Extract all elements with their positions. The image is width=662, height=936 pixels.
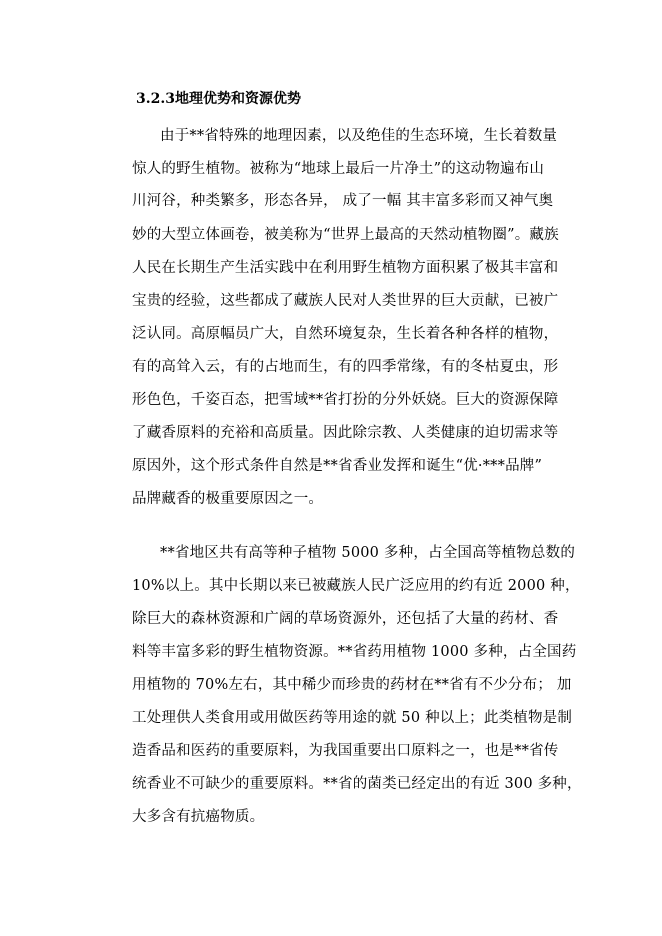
paragraph-1-line: 惊人的野生植物。被称为“地球上最后一片净土”的这动物遍布山 bbox=[132, 161, 545, 177]
paragraph-2-line: 造香品和医药的重要原料，为我国重要出口原料之一，也是**省传 bbox=[132, 743, 559, 759]
paragraph-1-line: 有的高耸入云，有的占地而生，有的四季常缘，有的冬枯夏虫，形 bbox=[132, 359, 559, 375]
paragraph-2-line: 统香业不可缺少的重要原料。**省的菌类已经定出的有近 300 多种， bbox=[132, 776, 582, 792]
paragraph-2-line: 除巨大的森林资源和广阔的草场资源外，还包括了大量的药材、香 bbox=[132, 611, 559, 627]
paragraph-1-line: 川河谷，种类繁多，形态各异， 成了一幅 其丰富多彩而又神气奥 bbox=[132, 193, 554, 209]
paragraph-1-line: 由于**省特殊的地理因素，以及绝佳的生态环境，生长着数量 bbox=[160, 128, 558, 144]
paragraph-1-line: 泛认同。高原幅员广大，自然环境复杂，生长着各种各样的植物， bbox=[132, 326, 559, 342]
paragraph-2-line: 料等丰富多彩的野生植物资源。**省药用植物 1000 多种，占全国药 bbox=[132, 644, 577, 660]
paragraph-1-line: 了藏香原料的充裕和高质量。因此除宗教、人类健康的迫切需求等 bbox=[132, 425, 559, 441]
paragraph-1-line: 形色色，千姿百态，把雪域**省打扮的分外妖娆。巨大的资源保障 bbox=[132, 392, 559, 408]
paragraph-2-line: **省地区共有高等种子植物 5000 多种，占全国高等植物总数的 bbox=[160, 545, 576, 561]
paragraph-1-line: 原因外，这个形式条件自然是**省香业发挥和诞生“优·***品牌” bbox=[132, 458, 543, 474]
paragraph-2-line: 大多含有抗癌物质。 bbox=[132, 809, 265, 825]
paragraph-2-line: 用植物的 70%左右，其中稀少而珍贵的药材在**省有不少分布； 加 bbox=[132, 677, 572, 693]
paragraph-1-line: 宝贵的经验，这些都成了藏族人民对人类世界的巨大贡献，已被广 bbox=[132, 293, 559, 309]
paragraph-2-line: 10%以上。其中长期以来已被藏族人民广泛应用的约有近 2000 种， bbox=[132, 578, 580, 594]
section-heading: 3.2.3地理优势和资源优势 bbox=[136, 91, 301, 107]
paragraph-1-line: 人民在长期生产生活实践中在利用野生植物方面积累了极其丰富和 bbox=[132, 260, 559, 276]
paragraph-1-line: 妙的大型立体画卷，被美称为“世界上最高的天然动植物圈”。藏族 bbox=[132, 227, 559, 243]
paragraph-1-line: 品牌藏香的极重要原因之一。 bbox=[132, 491, 324, 507]
paragraph-2-line: 工处理供人类食用或用做医药等用途的就 50 种以上；此类植物是制 bbox=[132, 710, 573, 726]
